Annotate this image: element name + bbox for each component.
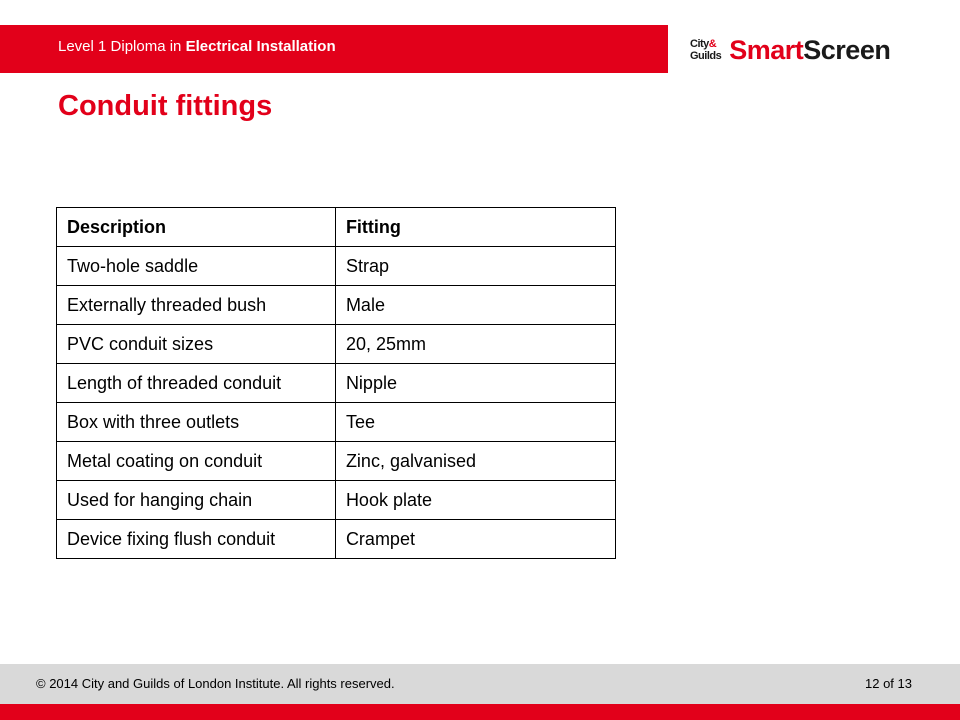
city-guilds-smartscreen-logo <box>690 32 890 68</box>
copyright-notice: © 2014 City and Guilds of London Institute. All rights reserved. <box>36 676 395 691</box>
fitting-cell: Tee <box>335 403 615 442</box>
description-cell: PVC conduit sizes <box>57 325 336 364</box>
fitting-cell: Crampet <box>335 520 615 559</box>
table-row <box>57 520 616 559</box>
bottom-accent-bar <box>0 704 960 720</box>
logo-smart-text: Smart <box>729 34 804 65</box>
table-row <box>57 442 616 481</box>
table-row <box>57 325 616 364</box>
footer-bar <box>0 664 960 704</box>
table-header-row <box>57 208 616 247</box>
conduit-fittings-table <box>56 207 616 559</box>
description-cell: Device fixing flush conduit <box>57 520 336 559</box>
column-header-fitting: Fitting <box>335 208 615 247</box>
description-cell: Used for hanging chain <box>57 481 336 520</box>
fitting-cell: Male <box>335 286 615 325</box>
logo-screen-text: Screen <box>803 34 891 65</box>
table-row <box>57 364 616 403</box>
description-cell: Two-hole saddle <box>57 247 336 286</box>
page-indicator: 12 of 13 <box>865 676 912 691</box>
page-title: Conduit fittings <box>58 90 273 122</box>
fitting-cell: Zinc, galvanised <box>335 442 615 481</box>
description-cell: Metal coating on conduit <box>57 442 336 481</box>
column-header-description: Description <box>57 208 336 247</box>
city-guilds-logo-mark: City& Guilds <box>690 38 722 62</box>
table-row <box>57 247 616 286</box>
header-bar <box>0 25 668 73</box>
description-cell: Length of threaded conduit <box>57 364 336 403</box>
fitting-cell: Nipple <box>335 364 615 403</box>
fitting-cell: Strap <box>335 247 615 286</box>
description-cell: Box with three outlets <box>57 403 336 442</box>
description-cell: Externally threaded bush <box>57 286 336 325</box>
table-row <box>57 481 616 520</box>
fitting-cell: 20, 25mm <box>335 325 615 364</box>
course-title: Level 1 Diploma in Electrical Installation <box>58 38 336 55</box>
fitting-cell: Hook plate <box>335 481 615 520</box>
table-row <box>57 403 616 442</box>
table-row <box>57 286 616 325</box>
